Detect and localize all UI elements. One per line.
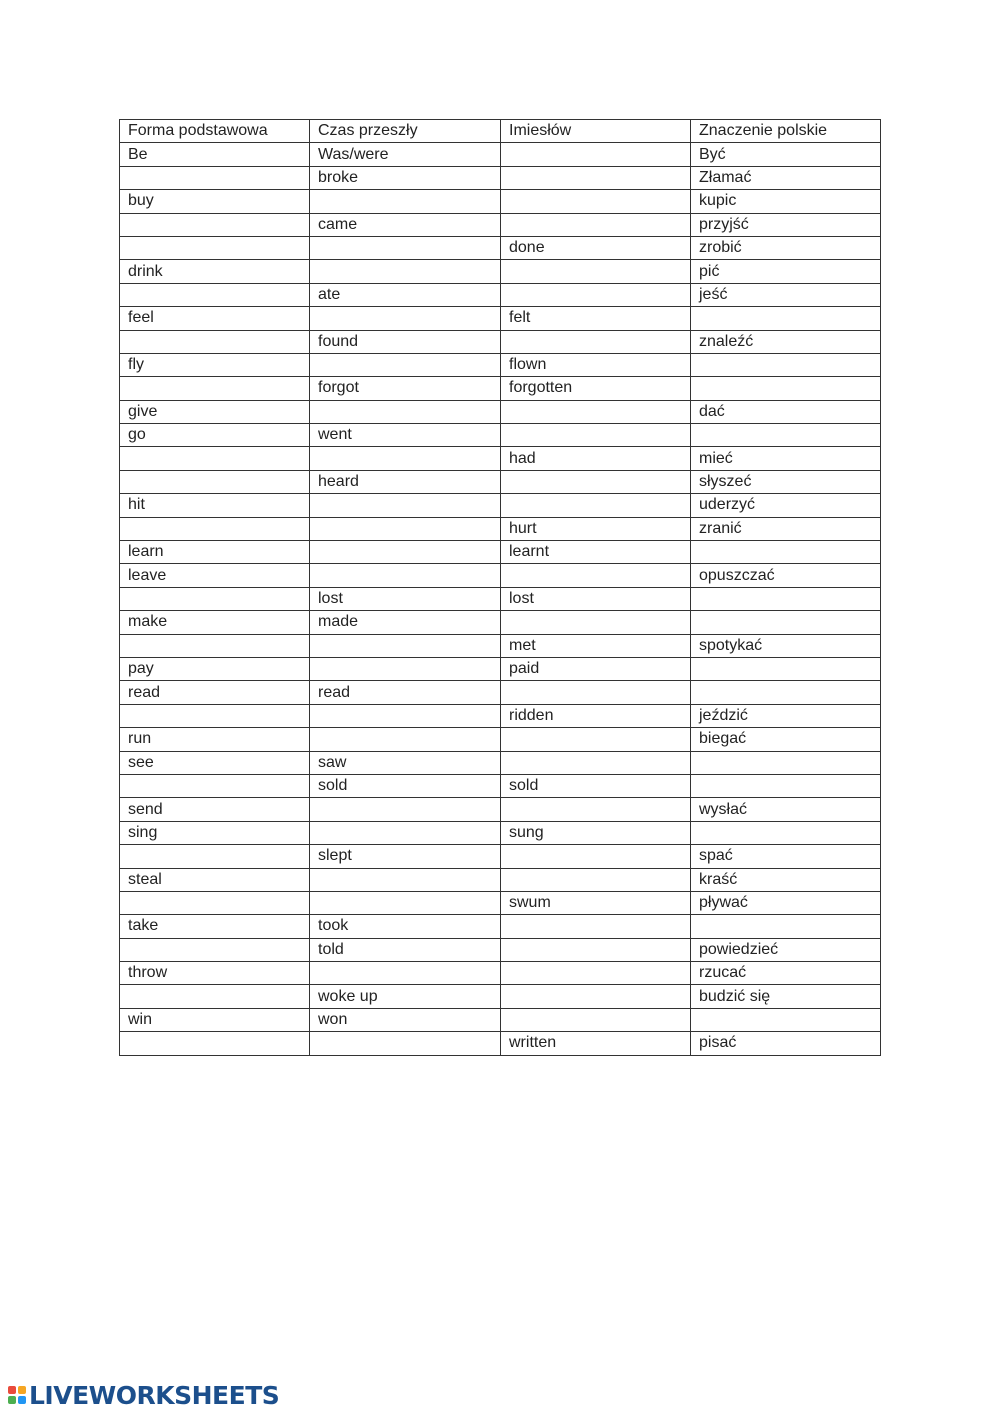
cell-polish-meaning (691, 681, 881, 704)
cell-polish-meaning: spać (691, 845, 881, 868)
table-row (120, 470, 881, 493)
cell-past-participle: paid (501, 657, 691, 680)
cell-base-form: buy (120, 190, 310, 213)
table-row (120, 891, 881, 914)
table-row (120, 494, 881, 517)
cell-polish-meaning: dać (691, 400, 881, 423)
cell-past-simple (310, 400, 501, 423)
cell-base-form: throw (120, 962, 310, 985)
cell-past-simple (310, 190, 501, 213)
cell-past-participle (501, 166, 691, 189)
cell-past-participle (501, 962, 691, 985)
table-row (120, 845, 881, 868)
cell-base-form (120, 634, 310, 657)
cell-base-form: learn (120, 541, 310, 564)
cell-past-participle (501, 611, 691, 634)
cell-base-form (120, 377, 310, 400)
cell-past-participle (501, 260, 691, 283)
table-row (120, 377, 881, 400)
brand-name: LIVEWORKSHEETS (29, 1380, 280, 1410)
cell-base-form (120, 517, 310, 540)
cell-base-form (120, 891, 310, 914)
cell-past-simple (310, 821, 501, 844)
cell-past-participle (501, 470, 691, 493)
cell-polish-meaning (691, 587, 881, 610)
cell-past-participle: flown (501, 353, 691, 376)
cell-past-participle (501, 985, 691, 1008)
cell-polish-meaning: zranić (691, 517, 881, 540)
cell-past-participle: lost (501, 587, 691, 610)
table-row (120, 517, 881, 540)
cell-polish-meaning: Złamać (691, 166, 881, 189)
cell-polish-meaning: jeść (691, 283, 881, 306)
table-row (120, 236, 881, 259)
cell-polish-meaning: pić (691, 260, 881, 283)
table-row (120, 143, 881, 166)
cell-past-simple: slept (310, 845, 501, 868)
cell-past-participle: forgotten (501, 377, 691, 400)
cell-past-simple (310, 494, 501, 517)
cell-past-participle: ridden (501, 704, 691, 727)
cell-base-form: sing (120, 821, 310, 844)
cell-past-simple (310, 541, 501, 564)
cell-base-form (120, 587, 310, 610)
header-past-participle: Imiesłów (501, 120, 691, 143)
table-row (120, 774, 881, 797)
cell-past-simple: ate (310, 283, 501, 306)
cell-past-simple: took (310, 915, 501, 938)
cell-base-form: give (120, 400, 310, 423)
cell-past-participle (501, 681, 691, 704)
cell-past-simple: woke up (310, 985, 501, 1008)
irregular-verbs-table (119, 119, 881, 1056)
cell-past-simple (310, 657, 501, 680)
table-row (120, 400, 881, 423)
cell-past-simple (310, 236, 501, 259)
cell-past-participle: felt (501, 307, 691, 330)
cell-polish-meaning (691, 424, 881, 447)
cell-past-participle (501, 564, 691, 587)
cell-past-participle (501, 400, 691, 423)
cell-base-form: make (120, 611, 310, 634)
table-row (120, 985, 881, 1008)
header-past-simple: Czas przeszły (310, 120, 501, 143)
logo-square (8, 1386, 16, 1394)
cell-polish-meaning: wysłać (691, 798, 881, 821)
cell-polish-meaning (691, 611, 881, 634)
cell-base-form (120, 774, 310, 797)
table-row (120, 704, 881, 727)
table-body (120, 120, 881, 1056)
cell-past-participle (501, 938, 691, 961)
cell-past-simple: Was/were (310, 143, 501, 166)
cell-past-simple (310, 891, 501, 914)
cell-past-simple (310, 634, 501, 657)
cell-polish-meaning (691, 377, 881, 400)
cell-past-participle (501, 283, 691, 306)
cell-base-form (120, 470, 310, 493)
cell-past-participle (501, 798, 691, 821)
table-row (120, 541, 881, 564)
cell-polish-meaning (691, 915, 881, 938)
cell-polish-meaning: mieć (691, 447, 881, 470)
table-row (120, 962, 881, 985)
cell-base-form (120, 704, 310, 727)
cell-past-simple (310, 564, 501, 587)
cell-past-simple (310, 307, 501, 330)
cell-past-participle (501, 868, 691, 891)
cell-past-participle: sold (501, 774, 691, 797)
cell-past-participle (501, 845, 691, 868)
table-row (120, 213, 881, 236)
cell-past-participle: sung (501, 821, 691, 844)
table-row (120, 798, 881, 821)
cell-past-simple: went (310, 424, 501, 447)
cell-past-participle (501, 915, 691, 938)
table-row (120, 915, 881, 938)
cell-past-simple (310, 1032, 501, 1055)
cell-base-form: hit (120, 494, 310, 517)
logo-square (18, 1386, 26, 1394)
cell-polish-meaning (691, 774, 881, 797)
cell-past-participle (501, 1008, 691, 1031)
cell-base-form (120, 330, 310, 353)
cell-base-form (120, 938, 310, 961)
cell-polish-meaning: spotykać (691, 634, 881, 657)
table-row (120, 166, 881, 189)
cell-base-form: see (120, 751, 310, 774)
cell-polish-meaning: przyjść (691, 213, 881, 236)
cell-past-participle: learnt (501, 541, 691, 564)
cell-past-simple: came (310, 213, 501, 236)
cell-base-form (120, 845, 310, 868)
cell-base-form: send (120, 798, 310, 821)
cell-past-participle (501, 728, 691, 751)
cell-past-simple: made (310, 611, 501, 634)
cell-past-participle (501, 330, 691, 353)
table-row (120, 307, 881, 330)
cell-past-participle (501, 424, 691, 447)
table-row (120, 1008, 881, 1031)
cell-polish-meaning: znaleźć (691, 330, 881, 353)
cell-polish-meaning (691, 541, 881, 564)
cell-past-simple: lost (310, 587, 501, 610)
table-row (120, 868, 881, 891)
cell-past-simple: sold (310, 774, 501, 797)
table-row (120, 330, 881, 353)
cell-polish-meaning (691, 821, 881, 844)
cell-base-form: read (120, 681, 310, 704)
liveworksheets-logo-icon (8, 1386, 26, 1404)
cell-past-participle (501, 494, 691, 517)
cell-past-simple (310, 704, 501, 727)
cell-past-participle (501, 143, 691, 166)
cell-past-simple: broke (310, 166, 501, 189)
cell-base-form (120, 283, 310, 306)
cell-base-form: steal (120, 868, 310, 891)
cell-polish-meaning (691, 751, 881, 774)
header-polish-meaning: Znaczenie polskie (691, 120, 881, 143)
table-row (120, 634, 881, 657)
table-row (120, 751, 881, 774)
cell-past-simple (310, 353, 501, 376)
cell-base-form (120, 447, 310, 470)
table-row (120, 938, 881, 961)
table-row (120, 564, 881, 587)
cell-polish-meaning: kupic (691, 190, 881, 213)
cell-past-simple: won (310, 1008, 501, 1031)
cell-past-simple: read (310, 681, 501, 704)
cell-polish-meaning (691, 307, 881, 330)
cell-base-form: pay (120, 657, 310, 680)
cell-past-simple (310, 517, 501, 540)
cell-past-participle (501, 190, 691, 213)
cell-past-simple: found (310, 330, 501, 353)
worksheet (119, 119, 880, 1056)
cell-base-form (120, 166, 310, 189)
table-row (120, 283, 881, 306)
cell-polish-meaning: jeździć (691, 704, 881, 727)
cell-past-simple: saw (310, 751, 501, 774)
cell-base-form (120, 985, 310, 1008)
cell-polish-meaning (691, 657, 881, 680)
table-row (120, 447, 881, 470)
cell-polish-meaning: słyszeć (691, 470, 881, 493)
cell-polish-meaning: zrobić (691, 236, 881, 259)
cell-polish-meaning (691, 353, 881, 376)
cell-past-participle (501, 751, 691, 774)
table-row (120, 353, 881, 376)
cell-polish-meaning: Być (691, 143, 881, 166)
table-header-row (120, 120, 881, 143)
cell-polish-meaning: powiedzieć (691, 938, 881, 961)
cell-base-form (120, 236, 310, 259)
cell-past-simple: forgot (310, 377, 501, 400)
table-row (120, 611, 881, 634)
cell-past-participle: hurt (501, 517, 691, 540)
cell-base-form: feel (120, 307, 310, 330)
cell-polish-meaning: opuszczać (691, 564, 881, 587)
table-row (120, 681, 881, 704)
cell-base-form: go (120, 424, 310, 447)
table-row (120, 424, 881, 447)
cell-past-participle: done (501, 236, 691, 259)
cell-base-form: take (120, 915, 310, 938)
cell-past-simple (310, 798, 501, 821)
cell-polish-meaning: kraść (691, 868, 881, 891)
cell-past-participle: swum (501, 891, 691, 914)
cell-past-simple: heard (310, 470, 501, 493)
cell-base-form (120, 1032, 310, 1055)
cell-base-form (120, 213, 310, 236)
cell-base-form: fly (120, 353, 310, 376)
cell-base-form: leave (120, 564, 310, 587)
cell-past-simple (310, 962, 501, 985)
header-base-form: Forma podstawowa (120, 120, 310, 143)
logo-square (8, 1396, 16, 1404)
cell-past-simple (310, 868, 501, 891)
table-row (120, 821, 881, 844)
cell-polish-meaning: pływać (691, 891, 881, 914)
cell-polish-meaning: rzucać (691, 962, 881, 985)
cell-base-form: run (120, 728, 310, 751)
logo-square (18, 1396, 26, 1404)
table-row (120, 728, 881, 751)
cell-past-simple (310, 260, 501, 283)
cell-past-simple: told (310, 938, 501, 961)
cell-polish-meaning: pisać (691, 1032, 881, 1055)
cell-past-simple (310, 728, 501, 751)
cell-base-form: win (120, 1008, 310, 1031)
cell-polish-meaning: uderzyć (691, 494, 881, 517)
cell-base-form: drink (120, 260, 310, 283)
cell-past-participle (501, 213, 691, 236)
table-row (120, 190, 881, 213)
cell-base-form: Be (120, 143, 310, 166)
cell-polish-meaning: budzić się (691, 985, 881, 1008)
cell-polish-meaning: biegać (691, 728, 881, 751)
table-row (120, 1032, 881, 1055)
cell-past-participle: had (501, 447, 691, 470)
table-row (120, 657, 881, 680)
table-row (120, 587, 881, 610)
cell-past-participle: met (501, 634, 691, 657)
cell-past-simple (310, 447, 501, 470)
cell-polish-meaning (691, 1008, 881, 1031)
table-row (120, 260, 881, 283)
cell-past-participle: written (501, 1032, 691, 1055)
brand-footer (8, 1381, 279, 1409)
